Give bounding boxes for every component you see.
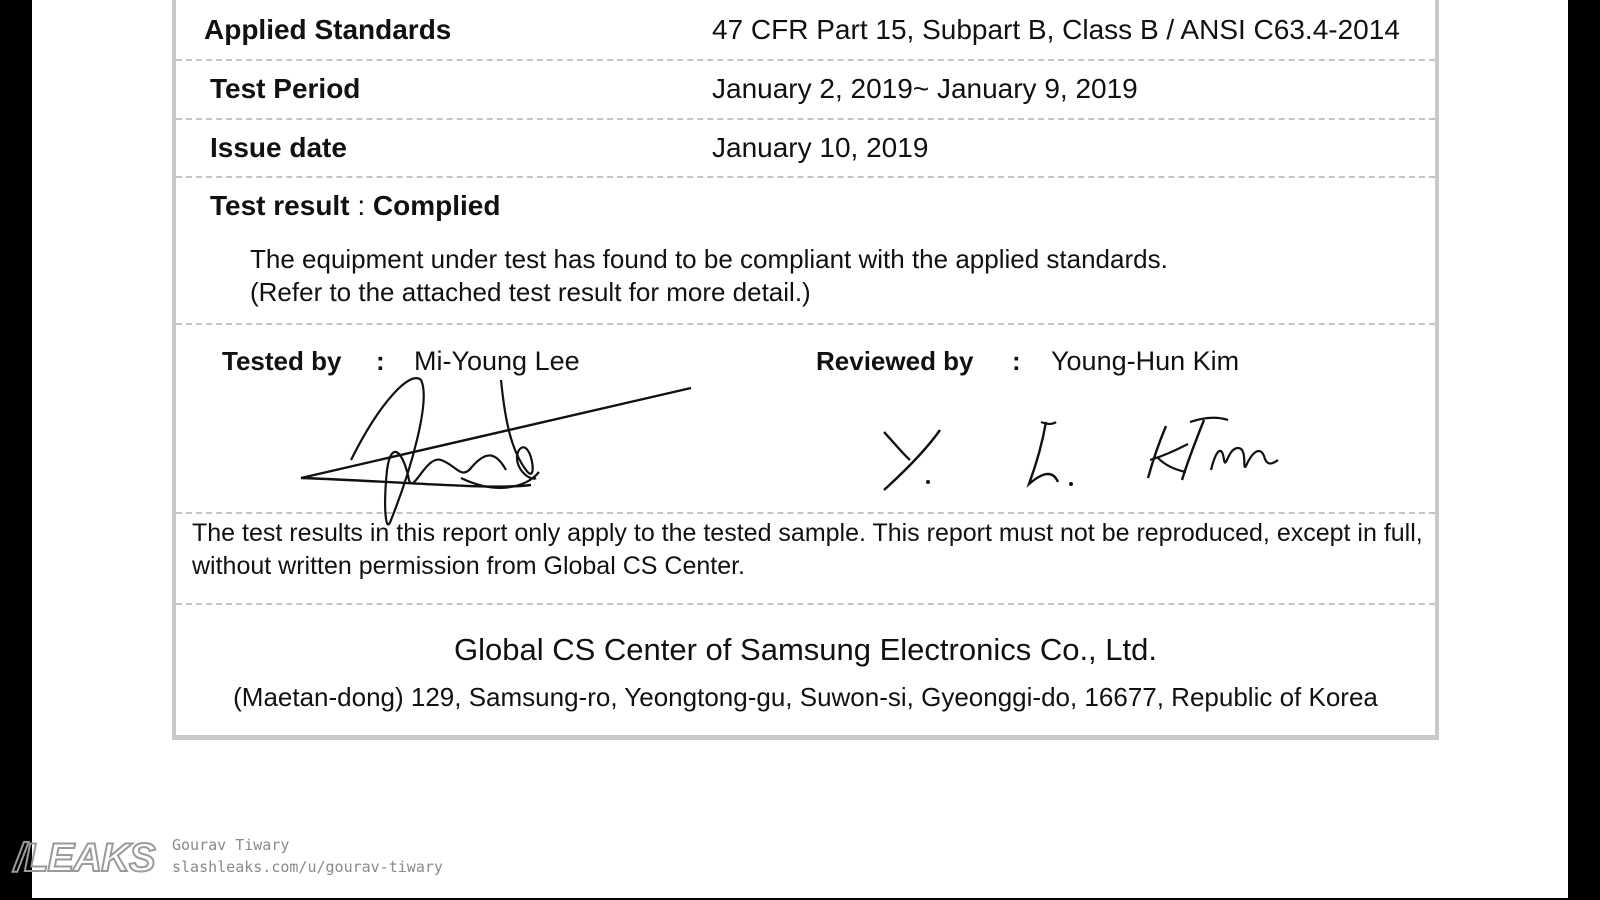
applied-standards-value: 47 CFR Part 15, Subpart B, Class B / ANSI C63.4-2014 [712, 14, 1400, 45]
applied-standards-label: Applied Standards [204, 14, 452, 45]
watermark-logo: /LEAKS [14, 836, 155, 880]
tested-by-name: Mi-Young Lee [414, 346, 580, 376]
test-result-separator: : [357, 190, 366, 221]
row-divider [176, 59, 1435, 61]
test-result-value: Complied [372, 190, 501, 221]
reviewed-by-label: Reviewed by [816, 346, 974, 376]
issuer-address: (Maetan-dong) 129, Samsung-ro, Yeongtong-gu, Suwon-si, Gyeonggi-do, 16677, Republic of Korea [233, 682, 1378, 712]
result-reference: (Refer to the attached test result for more detail.) [250, 277, 811, 307]
document-page [32, 0, 1568, 898]
test-result-label: Test result [210, 190, 350, 221]
issuer-name: Global CS Center of Samsung Electronics Co., Ltd. [454, 632, 1157, 667]
disclaimer-line-1: The test results in this report only apply to the tested sample. This report must not be reproduced, except in full, [192, 519, 1423, 547]
result-statement: The equipment under test has found to be compliant with the applied standards. [250, 244, 1168, 274]
disclaimer-line-2: without written permission from Global CS Center. [192, 552, 745, 580]
test-period-label: Test Period [210, 73, 361, 104]
report-frame [172, 0, 1439, 740]
reviewer-signature [866, 400, 1286, 510]
issue-date-label: Issue date [210, 132, 347, 163]
watermark-url: slashleaks.com/u/gourav-tiwary [172, 858, 443, 876]
reviewed-by-separator: : [1012, 346, 1021, 376]
issue-date-value: January 10, 2019 [712, 132, 929, 163]
tested-by-separator: : [376, 346, 385, 376]
row-divider [176, 323, 1435, 325]
reviewed-by-name: Young-Hun Kim [1051, 346, 1240, 376]
watermark-author: Gourav Tiwary [172, 836, 290, 854]
row-divider [176, 603, 1435, 605]
tested-by-label: Tested by [222, 346, 342, 376]
row-divider [176, 118, 1435, 120]
test-period-value: January 2, 2019~ January 9, 2019 [712, 73, 1138, 104]
row-divider [176, 176, 1435, 178]
test-result-heading [210, 190, 500, 222]
row-divider [176, 512, 1435, 514]
